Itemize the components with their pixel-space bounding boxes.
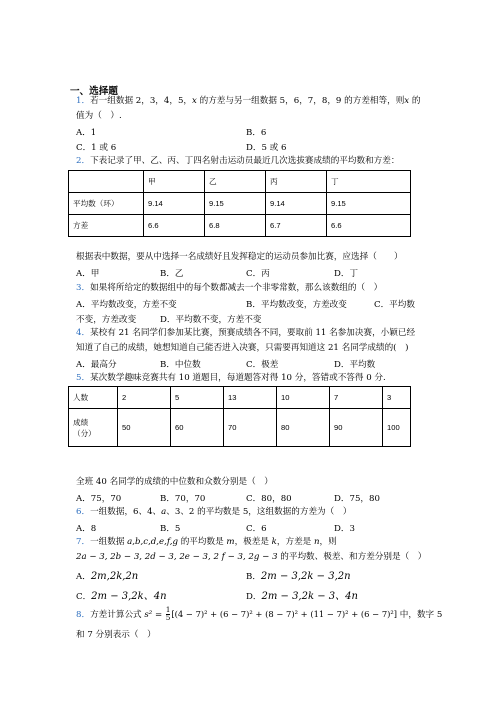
question-8: 8．方差计算公式 s² = $\frac{1}{5}$ [(4 − 7)² + (6 − 7)² + (8 − 7)² + (11 − 7)² + (6 − 7)²] 中，数字 5 [76, 606, 443, 622]
question-1: 1．若一组数据 2，3，4，5，x 的方差与另一组数据 5，6，7，8，9 的方差相等，则x 的 [76, 96, 421, 106]
q4-option-a: A．最高分 [76, 360, 117, 370]
section-title: 一、选择题 [70, 86, 118, 97]
q4-option-d: D．平均数 [334, 360, 376, 370]
q7-option-b: B．2m − 3,2k − 3,2n [246, 571, 351, 582]
question-number: 4． [76, 328, 91, 338]
q2-option-c: C．丙 [246, 269, 270, 279]
q5-option-a: A．75，70 [76, 494, 122, 504]
q4-option-c: C．极差 [246, 360, 279, 370]
question-7: 7．一组数据 a,b,c,d,e,f,g 的平均数是 m，极差是 k，方差是 n，则 [76, 537, 337, 547]
q4-option-b: B．中位数 [160, 360, 201, 370]
q3-option-c-cont: 不变，方差改变 [76, 315, 137, 325]
question-number: 3． [76, 283, 91, 293]
q5-after: 全班 40 名同学的成绩的中位数和众数分别是（ ） [76, 477, 273, 487]
question-number: 5． [76, 373, 91, 383]
q7-option-c: C．2m − 3,2k、4n [76, 591, 167, 602]
q3-option-b: B．平均数改变，方差改变 [246, 300, 347, 310]
q3-option-c: C．平均数 [374, 300, 415, 310]
question-8-line2: 和 7 分别表示（ ） [76, 630, 156, 640]
q3-option-a: A．平均数改变，方差不变 [76, 300, 177, 310]
q5-option-b: B．70，70 [160, 494, 206, 504]
q6-option-b: B．5 [160, 524, 181, 534]
table-row: 人数 2 5 13 10 7 3 [69, 387, 411, 409]
q6-option-d: D．3 [334, 524, 355, 534]
q2-option-a: A．甲 [76, 269, 100, 279]
question-number: 8． [76, 610, 91, 620]
question-4: 4．某校有 21 名同学们参加某比赛，预赛成绩各不同，要取前 11 名参加决赛，小颖已经 [76, 328, 416, 338]
table-row: 平均数（环） 9.14 9.15 9.14 9.15 [69, 193, 411, 215]
q2-option-b: B．乙 [160, 269, 184, 279]
q1-option-a: A．1 [76, 128, 97, 138]
q7-option-d: D．2m − 3,2k − 3、4n [246, 591, 358, 602]
q3-option-d: D．平均数不变，方差不变 [160, 315, 262, 325]
q1-option-d: D．5 或 6 [246, 143, 287, 153]
q1-option-b: B．6 [246, 128, 267, 138]
question-7-line2: 2a − 3, 2b − 3, 2d − 3, 2e − 3, 2 f − 3, 2g − 3 的平均数、极差、和方差分别是（ ） [76, 552, 427, 562]
question-number: 2． [76, 156, 91, 166]
question-number: 6． [76, 507, 91, 517]
question-1-line2: 值为（ ）. [76, 111, 122, 121]
question-4-line2: 知道了自己的成绩，她想知道自己能否进入决赛，只需要再知道这 21 名同学成绩的( ) [76, 343, 409, 353]
q7-option-a: A．2m,2k,2n [76, 571, 139, 582]
q2-after: 根据表中数据，要从中选择一名成绩好且发挥稳定的运动员参加比赛，应选择（ ） [76, 252, 403, 262]
q5-option-c: C．80，80 [246, 494, 292, 504]
q2-table: 甲 乙 丙 丁 平均数（环） 9.14 9.15 9.14 9.15 方差 6.6 6.8 6.7 6.6 [68, 170, 411, 237]
question-number: 7． [76, 537, 91, 547]
table-row: 成绩 （分） 50 60 70 80 90 100 [69, 409, 411, 447]
question-2: 2．下表记录了甲、乙、丙、丁四名射击运动员最近几次选拔赛成绩的平均数和方差： [76, 156, 400, 166]
q5-table [68, 386, 411, 447]
question-5: 5．某次数学趣味竞赛共有 10 道题目，每道题答对得 10 分，答错或不答得 0 分. [76, 373, 386, 383]
question-number: 1． [76, 96, 91, 106]
q6-option-c: C．6 [246, 524, 267, 534]
q5-option-d: D．75，80 [334, 494, 380, 504]
question-3: 3．如果将所给定的数据组中的每个数都减去一个非零常数，那么该数组的（ ） [76, 283, 383, 293]
q2-option-d: D．丁 [334, 269, 359, 279]
table-row: 方差 6.6 6.8 6.7 6.6 [69, 215, 411, 237]
q1-option-c: C．1 或 6 [76, 143, 117, 153]
question-6: 6．一组数据，6、4、a、3、2 的平均数是 5，这组数据的方差为（ ） [76, 507, 352, 517]
q6-option-a: A．8 [76, 524, 97, 534]
fraction: $\frac{1}{5}$ [165, 606, 171, 622]
